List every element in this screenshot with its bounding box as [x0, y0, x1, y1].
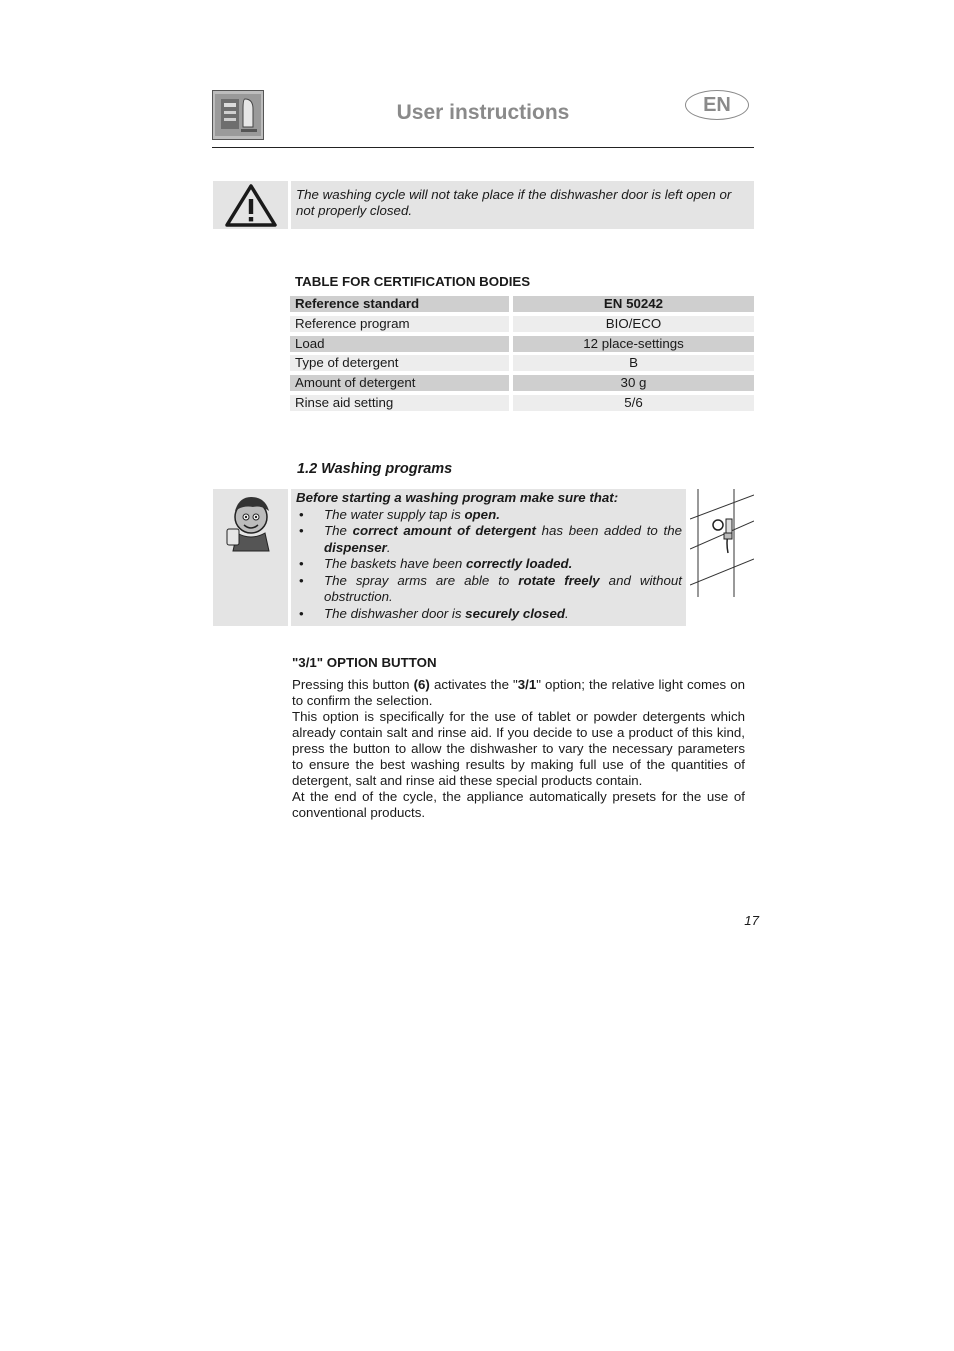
item-text: The [324, 523, 353, 538]
table-cell-value: B [513, 355, 754, 371]
item-text: . [564, 605, 569, 621]
table-cell-value: 12 place-settings [513, 336, 754, 352]
table-cell-value: BIO/ECO [513, 316, 754, 332]
program-checklist [291, 489, 686, 626]
item-text: The dishwasher door is [324, 605, 466, 621]
paragraph: At the end of the cycle, the appliance automatically presets for the use of conventional products. [292, 789, 745, 820]
paragraph-text: Pressing this button [292, 677, 414, 692]
table-row [290, 316, 754, 332]
paragraph [292, 677, 745, 709]
item-text: The spray arms are able to [324, 572, 519, 588]
table-cell-value: 30 g [513, 375, 754, 391]
paragraph-text: " option; the relative light comes on to confirm the selection. [292, 677, 746, 708]
item-text: The water supply tap is [324, 506, 465, 522]
certification-table-title: TABLE FOR CERTIFICATION BODIES [295, 274, 531, 289]
item-emphasis: rotate freely [518, 572, 600, 588]
warning-icon-cell [213, 181, 288, 229]
table-cell-label: Load [290, 336, 509, 352]
table-row [290, 336, 754, 352]
list-item [296, 573, 682, 606]
table-row [290, 355, 754, 371]
table-row [290, 375, 754, 391]
table-row [290, 395, 754, 411]
table-header-label: Reference standard [290, 296, 509, 312]
section-title-washing-programs: 1.2 Washing programs [297, 461, 453, 477]
item-emphasis: correctly loaded. [465, 556, 573, 571]
item-text: has been added to the [535, 523, 682, 538]
button-number: (6) [413, 677, 430, 692]
table-cell-label: Amount of detergent [290, 375, 509, 391]
page-title: User instructions [396, 101, 570, 124]
item-text: The baskets have been [324, 556, 466, 571]
item-text: and without obstruction. [324, 572, 682, 604]
water-tap-icon [690, 489, 754, 599]
table-cell-label: Type of detergent [290, 355, 509, 371]
item-emphasis: open. [464, 506, 500, 522]
checklist-lead: Before starting a washing program make sure that: [296, 490, 619, 505]
warning-triangle-icon [213, 181, 288, 229]
table-cell-value: 5/6 [513, 395, 754, 411]
table-cell-label: Reference program [290, 316, 509, 332]
paragraph-text: activates the " [429, 677, 518, 692]
list-item [296, 507, 682, 524]
item-text: . [386, 539, 391, 555]
option-button-title: "3/1" OPTION BUTTON [292, 655, 437, 670]
list-item [296, 556, 682, 573]
technician-mascot-icon [213, 489, 288, 559]
item-emphasis: securely closed [465, 605, 565, 621]
language-badge: EN [685, 90, 749, 120]
item-emphasis: correct amount of detergent [352, 523, 536, 538]
option-name: 3/1 [517, 677, 537, 692]
table-header-value: EN 50242 [513, 296, 754, 312]
warning-text: The washing cycle will not take place if the dishwasher door is left open or not properly closed. [291, 181, 754, 229]
certification-table [290, 296, 754, 415]
list-item [296, 606, 682, 623]
list-item [296, 523, 682, 556]
paragraph: This option is specifically for the use of tablet or powder detergents which already contain salt and rinse aid. If you decide to use a product of this kind, press the button to allow the dishwasher to vary the necessary parameters to ensure the best washing results by making full use of the quantities of detergent, salt and rinse aid these special products contain. [292, 709, 745, 788]
table-header-row [290, 296, 754, 312]
header-divider [212, 147, 754, 148]
mascot-icon-cell [213, 489, 288, 626]
page-number: 17 [744, 913, 759, 928]
option-button-description [292, 677, 745, 821]
table-cell-label: Rinse aid setting [290, 395, 509, 411]
item-emphasis: dispenser [324, 539, 387, 555]
